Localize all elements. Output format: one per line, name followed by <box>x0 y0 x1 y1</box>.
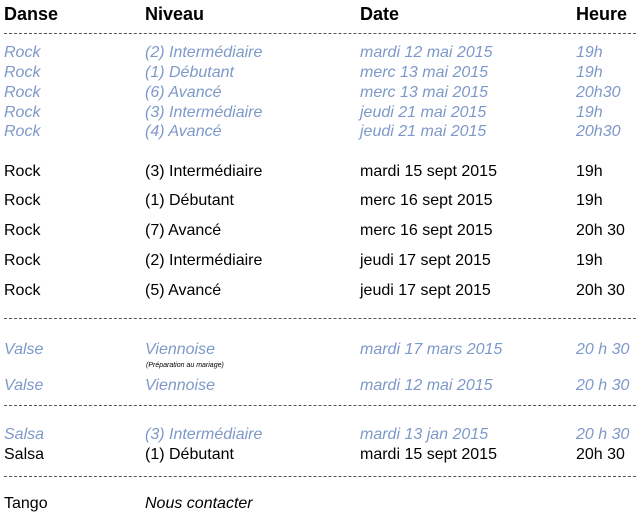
cell-date: mardi 12 mai 2015 <box>360 44 493 61</box>
cell-danse: Rock <box>4 222 41 239</box>
cell-heure: 19h <box>576 192 603 209</box>
cell-danse: Rock <box>4 252 41 269</box>
cell-danse: Rock <box>4 44 41 61</box>
cell-danse: Rock <box>4 192 41 209</box>
cell-heure: 19h <box>576 44 603 61</box>
cell-danse: Valse <box>4 341 44 358</box>
cell-niveau: (1) Débutant <box>145 446 234 463</box>
cell-date: mardi 15 sept 2015 <box>360 446 497 463</box>
cell-date: merc 16 sept 2015 <box>360 222 493 239</box>
cell-date: mardi 15 sept 2015 <box>360 163 497 180</box>
cell-danse: Salsa <box>4 426 45 443</box>
cell-danse: Salsa <box>4 446 45 463</box>
cell-heure: 20 h 30 <box>576 377 630 394</box>
header-danse: Danse <box>4 4 59 24</box>
cell-heure: 20 h 30 <box>576 426 630 443</box>
cell-danse: Rock <box>4 282 41 299</box>
separator <box>4 318 636 319</box>
cell-note: (Préparation au mariage) <box>146 362 224 369</box>
cell-niveau: (4) Avancé <box>145 123 222 140</box>
separator <box>4 405 636 406</box>
cell-niveau: (1) Débutant <box>145 64 234 81</box>
cell-niveau: (2) Intermédiaire <box>145 252 263 269</box>
header-niveau: Niveau <box>145 4 205 24</box>
cell-date: jeudi 17 sept 2015 <box>360 282 491 299</box>
cell-heure: 19h <box>576 163 603 180</box>
header-heure: Heure <box>576 4 628 24</box>
cell-date: jeudi 17 sept 2015 <box>360 252 491 269</box>
cell-danse: Rock <box>4 64 41 81</box>
cell-niveau: (6) Avancé <box>145 84 222 101</box>
cell-heure: 20h30 <box>576 123 621 140</box>
cell-date: merc 16 sept 2015 <box>360 192 493 209</box>
cell-date: mardi 17 mars 2015 <box>360 341 503 358</box>
cell-heure: 19h <box>576 252 603 269</box>
cell-heure: 20h30 <box>576 84 621 101</box>
cell-heure: 20h 30 <box>576 282 625 299</box>
cell-niveau-contact: Nous contacter <box>145 495 253 512</box>
cell-niveau: (7) Avancé <box>145 222 222 239</box>
cell-niveau: (5) Avancé <box>145 282 222 299</box>
cell-danse: Rock <box>4 123 41 140</box>
cell-niveau: (1) Débutant <box>145 192 234 209</box>
cell-heure: 20h 30 <box>576 446 625 463</box>
cell-niveau: (3) Intermédiaire <box>145 104 263 121</box>
cell-niveau: (3) Intermédiaire <box>145 426 263 443</box>
cell-date: jeudi 21 mai 2015 <box>360 104 487 121</box>
cell-date: jeudi 21 mai 2015 <box>360 123 487 140</box>
cell-niveau: Viennoise <box>145 341 215 358</box>
cell-heure: 19h <box>576 64 603 81</box>
cell-danse: Rock <box>4 104 41 121</box>
cell-niveau: Viennoise <box>145 377 215 394</box>
separator <box>4 33 636 34</box>
cell-danse: Rock <box>4 163 41 180</box>
cell-date: mardi 13 jan 2015 <box>360 426 489 443</box>
cell-date: mardi 12 mai 2015 <box>360 377 493 394</box>
cell-danse: Valse <box>4 377 44 394</box>
header-date: Date <box>360 4 400 24</box>
cell-date: merc 13 mai 2015 <box>360 64 489 81</box>
cell-danse: Tango <box>4 495 48 512</box>
cell-heure: 19h <box>576 104 603 121</box>
cell-danse: Rock <box>4 84 41 101</box>
separator <box>4 476 636 477</box>
cell-niveau: (2) Intermédiaire <box>145 44 263 61</box>
cell-niveau: (3) Intermédiaire <box>145 163 263 180</box>
cell-date: merc 13 mai 2015 <box>360 84 489 101</box>
cell-heure: 20h 30 <box>576 222 625 239</box>
cell-heure: 20 h 30 <box>576 341 630 358</box>
